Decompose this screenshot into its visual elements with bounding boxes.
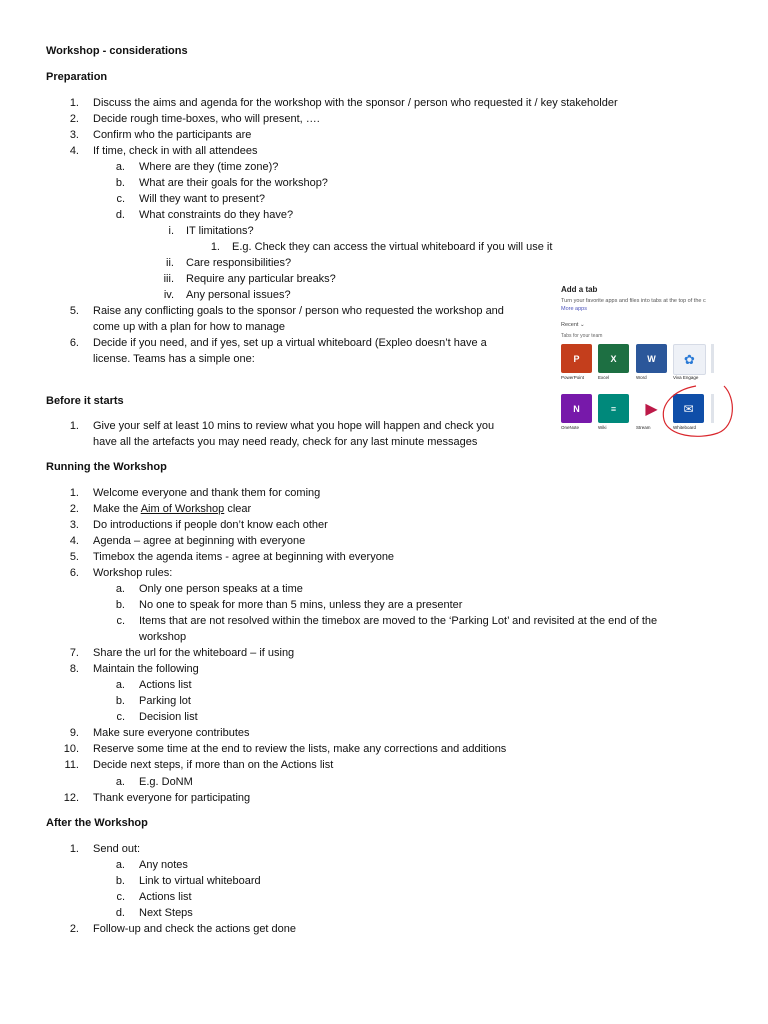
wiki-icon: ≡	[610, 403, 617, 414]
list-item: What are their goals for the workshop?	[139, 177, 328, 189]
list-item: Decide if you need, and if yes, set up a virtual whiteboard (Expleo doesn’t have a	[93, 337, 487, 349]
excel-tile	[598, 344, 629, 373]
tile-label: Wiki	[598, 425, 607, 430]
tile-label: Word	[636, 375, 647, 380]
add-tab-subtitle: Turn your favorite apps and files into tabs at the top of the c	[561, 298, 706, 304]
teams-add-tab-screenshot	[556, 282, 736, 440]
tile-label: OneNote	[561, 425, 580, 430]
more-apps-link: More apps	[561, 306, 587, 312]
list-item-continuation: workshop	[139, 631, 187, 643]
text: clear	[224, 503, 252, 515]
list-item: Give your self at least 10 mins to review what you hope will happen and check you	[93, 420, 495, 432]
list-letter: d.	[115, 209, 125, 221]
list-item: Reserve some time at the end to review the lists, make any corrections and additions	[93, 743, 507, 755]
list-item: Actions list	[139, 891, 192, 903]
list-number: 2.	[69, 113, 79, 125]
list-item: Share the url for the whiteboard – if using	[93, 647, 295, 659]
aim-of-workshop-link[interactable]: Aim of Workshop	[140, 503, 225, 515]
list-item: No one to speak for more than 5 mins, unless they are a presenter	[139, 599, 463, 611]
list-item-continuation: license. Teams has a simple one:	[93, 353, 255, 365]
list-letter: a.	[115, 776, 125, 788]
list-number: 5.	[69, 305, 79, 317]
list-number: 10.	[63, 743, 79, 755]
powerpoint-icon: P	[573, 353, 580, 364]
list-roman: iii.	[163, 273, 174, 285]
word-tile	[636, 344, 667, 373]
before-heading: Before it starts	[46, 395, 124, 407]
list-item: Welcome everyone and thank them for coming	[93, 487, 321, 499]
list-item-continuation: come up with a plan for how to manage	[93, 321, 286, 333]
list-letter: a.	[115, 583, 125, 595]
list-roman: ii.	[166, 257, 174, 269]
list-item: IT limitations?	[186, 225, 254, 237]
onenote-icon: N	[573, 403, 580, 414]
list-item: Follow-up and check the actions get done	[93, 923, 297, 935]
whiteboard-icon: ✉	[683, 401, 694, 416]
list-letter: a.	[115, 679, 125, 691]
list-item: Care responsibilities?	[186, 257, 292, 269]
list-roman: iv.	[163, 289, 174, 301]
list-number: 9.	[69, 727, 79, 739]
list-item: Any notes	[139, 859, 188, 871]
list-number: 2.	[69, 923, 79, 935]
list-item: Only one person speaks at a time	[139, 583, 303, 595]
list-number: 12.	[63, 792, 79, 804]
list-letter: a.	[115, 161, 125, 173]
list-number: 1.	[69, 487, 79, 499]
list-item: Agenda – agree at beginning with everyone	[93, 535, 306, 547]
list-item: E.g. Check they can access the virtual whiteboard if you will use it	[232, 241, 553, 253]
list-letter: c.	[116, 615, 125, 627]
list-item: Items that are not resolved within the timebox are moved to the ‘Parking Lot’ and revisited at the end of the	[139, 615, 658, 627]
list-number: 1.	[210, 241, 220, 253]
preparation-heading: Preparation	[46, 71, 108, 83]
list-letter: d.	[115, 907, 125, 919]
list-item: Will they want to present?	[139, 193, 265, 205]
list-item: Any personal issues?	[186, 289, 291, 301]
text: Make the	[93, 503, 141, 515]
list-number: 2.	[69, 503, 79, 515]
list-item: Decision list	[139, 711, 198, 723]
tile-label: Viva Engage	[673, 375, 699, 380]
list-item: Decide rough time-boxes, who will present, ….	[93, 113, 320, 125]
list-number: 4.	[69, 535, 79, 547]
wiki-tile	[598, 394, 629, 423]
list-item: Where are they (time zone)?	[139, 161, 279, 173]
list-roman: i.	[168, 225, 174, 237]
tile-label: Excel	[598, 375, 610, 380]
list-item: What constraints do they have?	[139, 209, 294, 221]
list-item: Next Steps	[139, 907, 193, 919]
list-item: Do introductions if people don’t know each other	[93, 519, 328, 531]
list-number: 5.	[69, 551, 79, 563]
list-item: Timebox the agenda items - agree at beginning with everyone	[93, 551, 395, 563]
viva-engage-tile	[673, 344, 706, 375]
viva-engage-icon: ✿	[684, 351, 695, 367]
powerpoint-tile	[561, 344, 592, 373]
list-number: 8.	[69, 663, 79, 675]
list-number: 3.	[69, 519, 79, 531]
list-number: 1.	[69, 420, 79, 432]
running-heading: Running the Workshop	[46, 461, 167, 473]
list-number: 6.	[69, 337, 79, 349]
list-number: 7.	[69, 647, 79, 659]
list-number: 1.	[69, 843, 79, 855]
list-item: Thank everyone for participating	[93, 792, 251, 804]
list-item: Parking lot	[139, 695, 191, 707]
tile-label: Whiteboard	[673, 425, 697, 430]
list-item: Confirm who the participants are	[93, 129, 252, 141]
list-number: 4.	[69, 145, 79, 157]
tile-label: PowerPoint	[561, 375, 585, 380]
list-item: Raise any conflicting goals to the sponsor / person who requested the workshop and	[93, 305, 504, 317]
word-icon: W	[647, 353, 656, 364]
list-item: Make sure everyone contributes	[93, 727, 250, 739]
list-item: Link to virtual whiteboard	[139, 875, 261, 887]
list-item: Actions list	[139, 679, 192, 691]
list-item: E.g. DoNM	[139, 776, 193, 788]
list-number: 1.	[69, 97, 79, 109]
add-tab-title: Add a tab	[561, 285, 598, 294]
list-letter: c.	[116, 193, 125, 205]
document-title: Workshop - considerations	[46, 45, 188, 57]
excel-icon: X	[610, 353, 617, 364]
list-number: 3.	[69, 129, 79, 141]
list-item: Discuss the aims and agenda for the workshop with the sponsor / person who requested it / key stakeholder	[93, 97, 618, 109]
list-item: Maintain the following	[93, 663, 199, 675]
list-letter: b.	[115, 695, 125, 707]
recent-label: Recent ⌄	[561, 322, 585, 328]
list-item	[93, 502, 251, 516]
list-number: 6.	[69, 567, 79, 579]
list-letter: b.	[115, 875, 125, 887]
list-letter: c.	[116, 891, 125, 903]
list-letter: b.	[115, 599, 125, 611]
list-item-continuation: have all the artefacts you may need ready, check for any last minute messages	[93, 436, 478, 448]
stream-icon: ▶	[645, 400, 658, 418]
list-item: Send out:	[93, 843, 141, 855]
list-letter: b.	[115, 177, 125, 189]
list-item: Require any particular breaks?	[186, 273, 336, 285]
tabs-for-team-label: Tabs for your team	[561, 333, 603, 339]
onenote-tile	[561, 394, 592, 423]
tile-label: Stream	[636, 425, 651, 430]
tile-edge	[711, 344, 714, 373]
highlight-circle	[656, 378, 736, 440]
after-heading: After the Workshop	[46, 817, 148, 829]
list-item: Decide next steps, if more than on the Actions list	[93, 759, 334, 771]
list-item: Workshop rules:	[93, 567, 173, 579]
list-number: 11.	[64, 759, 79, 771]
list-letter: c.	[116, 711, 125, 723]
list-item: If time, check in with all attendees	[93, 145, 258, 157]
list-letter: a.	[115, 859, 125, 871]
